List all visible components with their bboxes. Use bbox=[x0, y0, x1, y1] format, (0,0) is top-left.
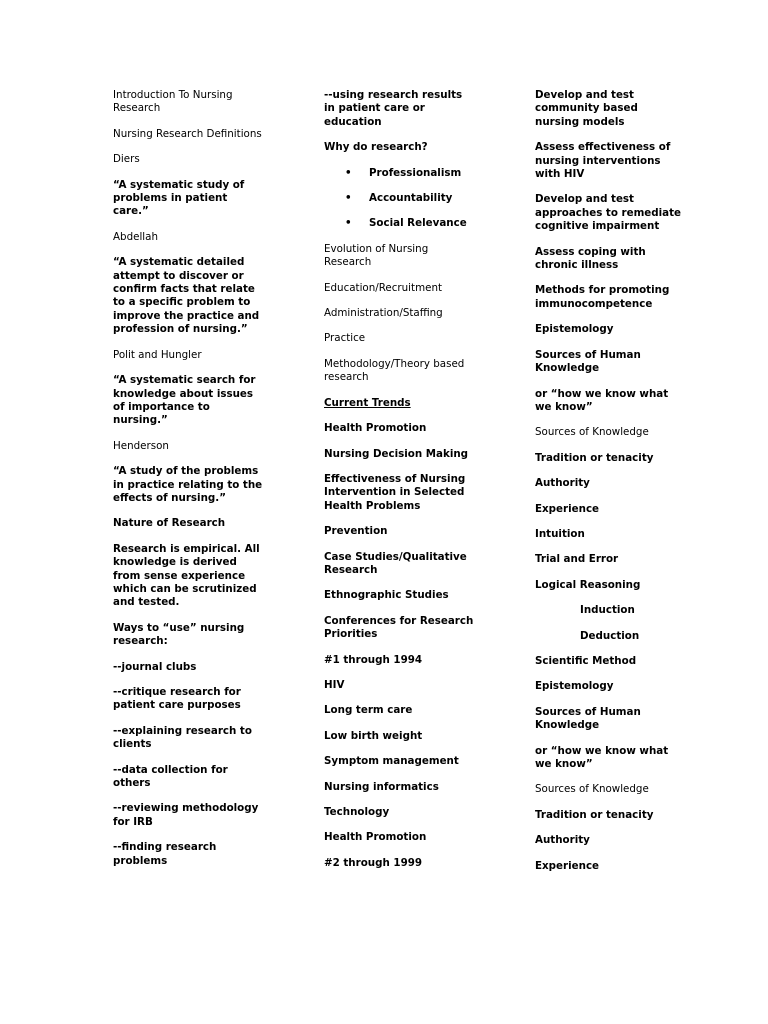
paragraph-text: Epistemology bbox=[535, 323, 614, 336]
paragraph bbox=[324, 243, 474, 270]
paragraph-text: “A systematic detailed attempt to discover or confirm facts that relate to a specific problem to improve the practice and profession of nursing.” bbox=[113, 256, 260, 336]
paragraph bbox=[324, 473, 474, 513]
paragraph bbox=[113, 661, 263, 674]
paragraph bbox=[324, 217, 474, 230]
paragraph-text: Polit and Hungler bbox=[113, 348, 202, 361]
paragraph-text: Methodology/Theory based research bbox=[324, 357, 465, 384]
paragraph bbox=[113, 517, 263, 530]
paragraph bbox=[324, 781, 474, 794]
paragraph bbox=[113, 349, 263, 362]
paragraph-text: --explaining research to clients bbox=[113, 724, 252, 751]
paragraph-text: Intuition bbox=[535, 527, 585, 540]
paragraph bbox=[324, 282, 474, 295]
paragraph-text: “A study of the problems in practice relating to the effects of nursing.” bbox=[113, 465, 263, 504]
paragraph-text: --using research results in patient care or education bbox=[324, 89, 463, 128]
paragraph-text: Epistemology bbox=[535, 680, 614, 693]
paragraph-text: Authority bbox=[535, 834, 590, 847]
paragraph bbox=[535, 284, 685, 311]
paragraph-text: Experience bbox=[535, 502, 600, 515]
paragraph-text: or “how we know what we know” bbox=[535, 387, 669, 413]
paragraph-text: Tradition or tenacity bbox=[535, 451, 654, 464]
paragraph bbox=[324, 332, 474, 345]
paragraph-text: Nursing Decision Making bbox=[324, 447, 469, 460]
paragraph bbox=[324, 525, 474, 538]
paragraph bbox=[535, 680, 685, 693]
paragraph-text: Technology bbox=[324, 806, 390, 818]
paragraph bbox=[324, 831, 474, 844]
paragraph-text: Sources of Knowledge bbox=[535, 426, 649, 439]
paragraph-text: Henderson bbox=[113, 439, 169, 452]
paragraph bbox=[324, 89, 474, 129]
paragraph-text: --data collection for others bbox=[113, 763, 228, 790]
paragraph bbox=[113, 128, 263, 141]
paragraph bbox=[535, 834, 685, 847]
paragraph-text: Ways to “use” nursing research: bbox=[113, 621, 245, 648]
paragraph-text: #1 through 1994 bbox=[324, 653, 423, 666]
paragraph-text: Abdellah bbox=[113, 230, 159, 243]
paragraph-text: Conferences for Research Priorities bbox=[324, 614, 474, 641]
paragraph-text: --critique research for patient care purposes bbox=[113, 686, 241, 712]
paragraph-text: Introduction To Nursing Research bbox=[113, 89, 233, 115]
paragraph bbox=[324, 730, 474, 743]
paragraph bbox=[324, 615, 474, 642]
paragraph bbox=[535, 655, 685, 668]
paragraph bbox=[535, 388, 685, 415]
paragraph-text: Why do research? bbox=[324, 141, 428, 154]
paragraph bbox=[113, 465, 263, 505]
bullet-text: Professionalism bbox=[369, 166, 462, 179]
paragraph-text: Education/Recruitment bbox=[324, 281, 443, 294]
paragraph bbox=[324, 358, 474, 385]
paragraph bbox=[113, 440, 263, 453]
paragraph bbox=[535, 349, 685, 376]
paragraph bbox=[324, 857, 474, 870]
paragraph-text: Induction bbox=[580, 604, 635, 617]
paragraph-text: “A systematic study of problems in patient care.” bbox=[113, 178, 245, 218]
paragraph bbox=[535, 745, 685, 772]
paragraph-text: Symptom management bbox=[324, 755, 459, 768]
paragraph-text: Prevention bbox=[324, 525, 388, 538]
paragraph bbox=[113, 802, 263, 829]
paragraph-text: Administration/Staffing bbox=[324, 307, 443, 320]
paragraph bbox=[324, 589, 474, 602]
paragraph-text: --reviewing methodology for IRB bbox=[113, 802, 259, 828]
paragraph bbox=[324, 422, 474, 435]
bullet-text: Social Relevance bbox=[369, 217, 467, 230]
paragraph-text: Deduction bbox=[580, 629, 640, 642]
paragraph bbox=[535, 193, 685, 233]
paragraph bbox=[535, 503, 685, 516]
paragraph-text: Develop and test community based nursing models bbox=[535, 89, 638, 128]
paragraph-text: Authority bbox=[535, 477, 590, 490]
paragraph bbox=[324, 704, 474, 717]
paragraph bbox=[324, 755, 474, 768]
paragraph bbox=[324, 307, 474, 320]
paragraph-text: #2 through 1999 bbox=[324, 856, 423, 869]
paragraph-text: Diers bbox=[113, 153, 140, 166]
paragraph-text: Assess coping with chronic illness bbox=[535, 245, 646, 272]
paragraph bbox=[324, 654, 474, 667]
column-2 bbox=[324, 89, 474, 882]
bullet-icon: • bbox=[345, 166, 352, 179]
paragraph bbox=[535, 528, 685, 541]
paragraph bbox=[324, 141, 474, 154]
paragraph-text: Nursing Research Definitions bbox=[113, 127, 262, 140]
paragraph-text: Evolution of Nursing Research bbox=[324, 242, 429, 269]
paragraph bbox=[535, 630, 685, 643]
paragraph-text: Assess effectiveness of nursing interventions with HIV bbox=[535, 141, 671, 181]
paragraph-text: Develop and test approaches to remediate cognitive impairment bbox=[535, 193, 682, 233]
paragraph bbox=[113, 89, 263, 116]
paragraph bbox=[113, 179, 263, 219]
paragraph-text: Tradition or tenacity bbox=[535, 808, 654, 821]
paragraph-text: Sources of Human Knowledge bbox=[535, 348, 641, 375]
paragraph bbox=[113, 841, 263, 868]
paragraph-text: Practice bbox=[324, 332, 366, 345]
paragraph-text: Long term care bbox=[324, 704, 413, 717]
paragraph-text: Nursing informatics bbox=[324, 780, 439, 793]
paragraph-text: HIV bbox=[324, 678, 345, 691]
paragraph bbox=[324, 448, 474, 461]
paragraph bbox=[113, 374, 263, 428]
paragraph-text: Research is empirical. All knowledge is derived from sense experience which can be scrutinized and tested. bbox=[113, 542, 260, 609]
paragraph-text: Effectiveness of Nursing Intervention in Selected Health Problems bbox=[324, 472, 466, 512]
paragraph-text: “A systematic search for knowledge about issues of importance to nursing.” bbox=[113, 374, 256, 427]
paragraph bbox=[535, 783, 685, 796]
paragraph bbox=[535, 89, 685, 129]
paragraph-text: Sources of Knowledge bbox=[535, 783, 649, 796]
paragraph bbox=[535, 579, 685, 592]
paragraph bbox=[535, 604, 685, 617]
paragraph-text: Nature of Research bbox=[113, 517, 226, 530]
paragraph-text: Health Promotion bbox=[324, 422, 427, 435]
paragraph bbox=[535, 452, 685, 465]
paragraph bbox=[324, 397, 474, 410]
paragraph-text: Trial and Error bbox=[535, 553, 619, 566]
paragraph-text: Case Studies/Qualitative Research bbox=[324, 550, 467, 576]
paragraph bbox=[535, 706, 685, 733]
paragraph bbox=[113, 543, 263, 610]
paragraph bbox=[113, 231, 263, 244]
paragraph bbox=[535, 323, 685, 336]
paragraph bbox=[113, 725, 263, 752]
paragraph-text: Experience bbox=[535, 859, 600, 872]
paragraph bbox=[324, 679, 474, 692]
paragraph bbox=[113, 622, 263, 649]
paragraph bbox=[324, 192, 474, 205]
paragraph-text: --journal clubs bbox=[113, 660, 197, 673]
paragraph bbox=[324, 806, 474, 819]
paragraph bbox=[535, 860, 685, 873]
paragraph-text: Low birth weight bbox=[324, 729, 423, 742]
paragraph bbox=[535, 426, 685, 439]
bullet-text: Accountability bbox=[369, 192, 453, 205]
paragraph bbox=[535, 141, 685, 181]
paragraph-text: Ethnographic Studies bbox=[324, 589, 449, 602]
column-3 bbox=[535, 89, 685, 885]
paragraph-text: Methods for promoting immunocompetence bbox=[535, 284, 670, 310]
paragraph bbox=[535, 477, 685, 490]
paragraph bbox=[535, 246, 685, 273]
paragraph-text: --finding research problems bbox=[113, 841, 217, 867]
paragraph bbox=[113, 686, 263, 713]
paragraph bbox=[113, 153, 263, 166]
paragraph-text: or “how we know what we know” bbox=[535, 744, 669, 770]
paragraph-text: Logical Reasoning bbox=[535, 578, 641, 591]
paragraph bbox=[535, 553, 685, 566]
paragraph bbox=[113, 764, 263, 791]
bullet-icon: • bbox=[345, 192, 352, 205]
paragraph-text: Current Trends bbox=[324, 396, 411, 409]
paragraph-text: Health Promotion bbox=[324, 831, 427, 844]
paragraph bbox=[324, 551, 474, 578]
bullet-icon: • bbox=[345, 217, 352, 230]
column-1 bbox=[113, 89, 263, 880]
paragraph-text: Sources of Human Knowledge bbox=[535, 705, 641, 732]
paragraph bbox=[324, 167, 474, 180]
paragraph bbox=[535, 809, 685, 822]
paragraph-text: Scientific Method bbox=[535, 654, 637, 667]
paragraph bbox=[113, 256, 263, 336]
